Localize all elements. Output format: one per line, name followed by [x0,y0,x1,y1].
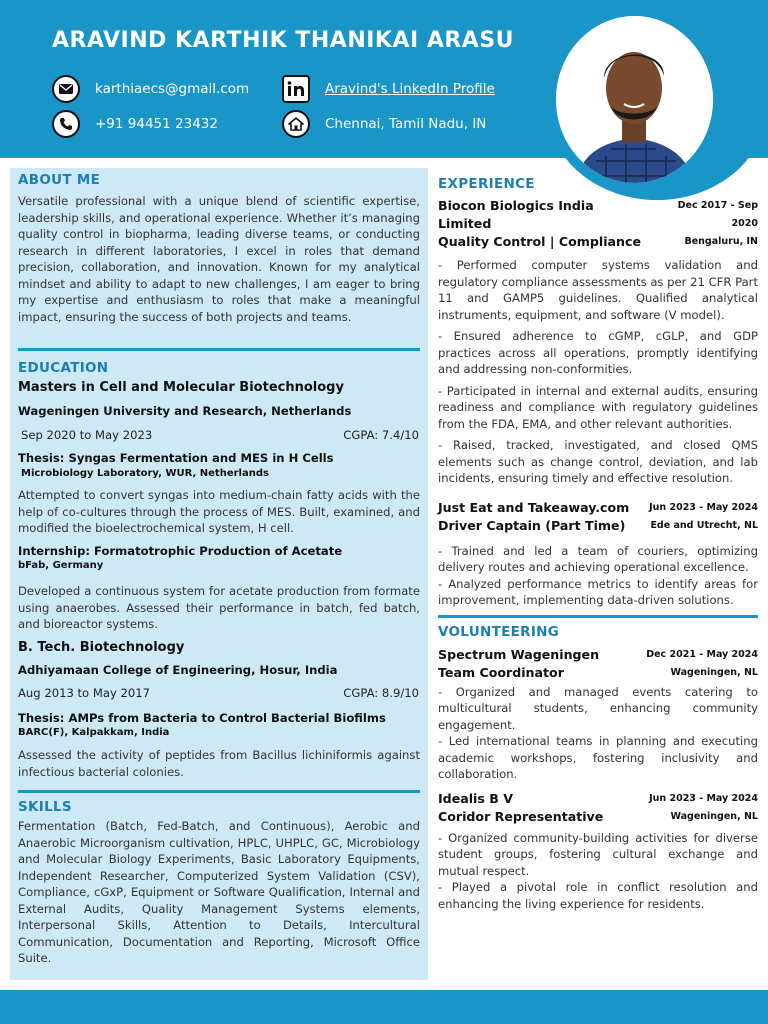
right-column [438,176,758,912]
job-biocon [438,197,758,487]
volunteer-bullet: - Organized community-building activities for diverse student groups, fostering cultural exchange and mutual respect. [438,830,758,878]
job-bullet: - Performed computer systems validation and regulatory compliance assessments as per 21 CFR Part 11 and GAMP5 guidelines. Qualified analytical instruments, equipment, and software (V model). [438,258,758,322]
job-company: Just Eat and Takeaway.com [438,499,630,515]
btech-dates-row [18,686,419,700]
job-role: Driver Captain (Part Time) [438,517,626,533]
volunteer-spectrum [438,646,758,783]
masters-school: Wageningen University and Research, Netherlands [18,404,352,418]
job-place: Ede and Utrecht, NL [650,519,758,531]
experience-heading: EXPERIENCE [438,176,535,192]
masters-thesis-lab: Microbiology Laboratory, WUR, Netherlands [21,468,269,479]
volunteer-dates: Jun 2023 - May 2024 [649,792,758,804]
internship-title: Internship: Formatotrophic Production of Acetate [18,544,343,558]
btech-school: Adhiyamaan College of Engineering, Hosur, India [18,663,338,677]
skills-text: Fermentation (Batch, Fed-Batch, and Continuous), Aerobic and Anaerobic Microorganism cultivation, HPLC, UHPLC, GC, Microbiology and Molecular Biology Experiments, Basic Laboratory Equipments, Independent Researcher, Computerized System Validation (CSV), Compliance, cGxP, Equipment or Software Qualification, Internal and External Audits, Quality Management Systems elements, Interpersonal Skills, Attention to Details, Intercultural Communication, Documentation and Reporting, Microsoft Office Suite. [18,819,420,965]
home-icon [282,110,310,138]
phone-icon [52,110,80,138]
job-dates: Jun 2023 - May 2024 [649,501,758,513]
mail-icon [52,75,80,103]
email-text[interactable]: karthiaecs@gmail.com [95,81,250,97]
btech-degree: B. Tech. Biotechnology [18,640,185,655]
about-text: Versatile professional with a unique blend of scientific expertise, leadership skills, and operational experience. Whether it’s managing quality control in biopharma, leading diverse teams, or conducting research in different laboratories, I excel in roles that demand precision, collaboration, and innovation. Known for my analytical mindset and ability to adapt to new challenges, I am eager to bring my expertise and enthusiasm to roles that make a meaningful impact, ensuring the success of both projects and teams. [18,194,420,324]
volunteer-role: Coridor Representative [438,808,604,824]
about-heading: ABOUT ME [18,172,101,188]
volunteer-header [438,646,758,682]
volunteer-bullet: - Organized and managed events catering to multicultural students, enhancing community engagement. [438,684,758,732]
phone-contact[interactable] [52,110,218,138]
job-bullet: - Analyzed performance metrics to identify areas for improvement, implementing data-driven solutions. [438,576,758,607]
volunteer-org: Idealis B V [438,790,513,806]
profile-photo [556,16,713,183]
job-header [438,197,758,251]
btech-thesis-title: Thesis: AMPs from Bacteria to Control Bacterial Biofilms [18,711,386,725]
btech-thesis-text: Assessed the activity of peptides from Bacillus lichiniformis against infectious bacterial colonies. [18,748,420,779]
masters-thesis-text: Attempted to convert syngas into medium-chain fatty acids with the help of co-cultures through the process of MES. Built, examined, and modified the bioelectrochemical system, H cell. [18,488,420,535]
education-heading: EDUCATION [18,360,109,376]
masters-cgpa: CGPA: 7.4/10 [343,428,419,442]
volunteer-bullet: - Played a pivotal role in conflict resolution and enhancing the living experience for residents. [438,880,758,911]
volunteer-dates: Dec 2021 - May 2024 [646,648,758,660]
about-divider [18,348,420,351]
volunteer-place: Wageningen, NL [670,810,758,822]
left-column [10,168,428,980]
volunteer-bullet: - Led international teams in planning and executing academic workshops, fostering inclusivity and collaboration. [438,734,758,781]
volunteer-place: Wageningen, NL [670,666,758,678]
job-bullet: - Trained and led a team of couriers, optimizing delivery routes and achieving operational excellence. [438,543,758,574]
btech-cgpa: CGPA: 8.9/10 [343,686,419,700]
volunteering-heading: VOLUNTEERING [438,623,560,640]
job-justeat [438,499,758,609]
volunteer-role: Team Coordinator [438,664,564,680]
btech-thesis-lab: BARC(F), Kalpakkam, India [18,727,170,738]
masters-dates: Sep 2020 to May 2023 [21,428,153,442]
job-bullet: - Ensured adherence to cGMP, cGLP, and GDP practices across all operations, promptly identifying and addressing non-conformities. [438,329,758,376]
footer-banner [0,990,768,1024]
skills-heading: SKILLS [18,799,72,815]
job-dates: Dec 2017 - Sep 2020 [677,200,758,229]
internship-text: Developed a continuous system for acetate production from formate using anaerobes. Assessed their performance in batch, fed batch, and bioreactor systems. [18,584,420,631]
linkedin-link[interactable]: Aravind's LinkedIn Profile [325,81,495,97]
candidate-name: ARAVIND KARTHIK THANIKAI ARASU [52,28,515,53]
masters-degree: Masters in Cell and Molecular Biotechnology [18,380,344,395]
experience-divider [438,615,758,618]
location-text: Chennai, Tamil Nadu, IN [325,116,487,132]
education-divider [18,790,420,793]
volunteer-header [438,790,758,826]
location-contact [282,110,486,138]
phone-text[interactable]: +91 94451 23432 [95,116,218,132]
linkedin-contact[interactable] [282,75,495,103]
volunteer-idealis [438,790,758,913]
job-place: Bengaluru, IN [684,236,758,247]
job-header [438,499,758,535]
volunteer-org: Spectrum Wageningen [438,646,600,662]
email-contact[interactable] [52,75,249,103]
linkedin-icon [282,75,310,103]
job-bullet: - Raised, tracked, investigated, and closed QMS elements such as change control, deviation, and lab incidents, ensuring timely and effective resolution. [438,438,758,485]
job-company: Biocon Biologics India Limited [438,198,594,231]
job-role: Quality Control | Compliance [438,234,641,249]
masters-thesis-title: Thesis: Syngas Fermentation and MES in H Cells [18,451,334,465]
job-bullet: - Participated in internal and external audits, ensuring readiness and compliance with regulatory guidelines from the FDA, EMA, and other relevant authorities. [438,383,758,431]
masters-dates-row [21,428,419,442]
internship-org: bFab, Germany [18,560,104,571]
btech-dates: Aug 2013 to May 2017 [18,686,150,700]
